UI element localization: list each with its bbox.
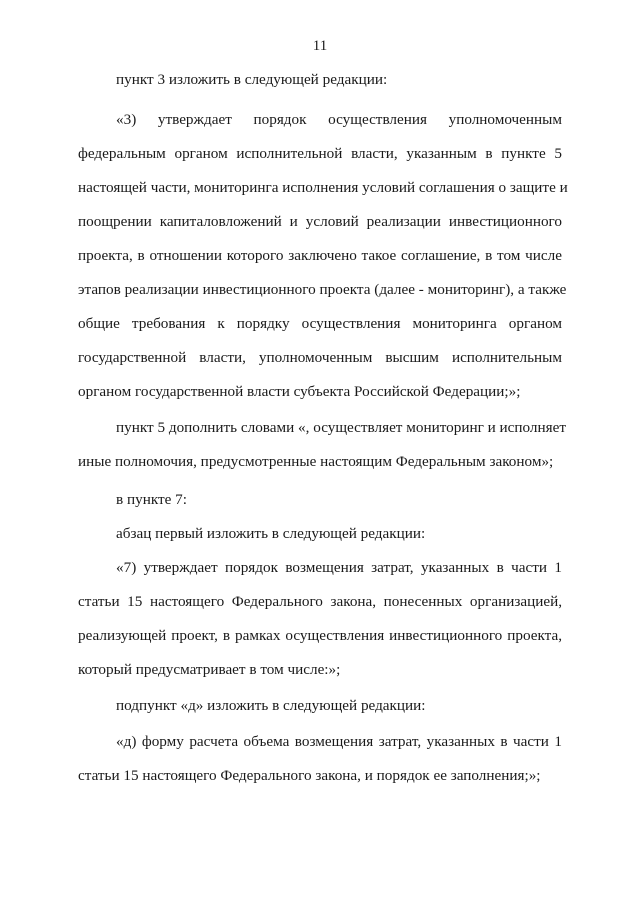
text-line: иные полномочия, предусмотренные настоящим Федеральным законом»; (78, 453, 554, 470)
text-line: статьи 15 настоящего Федерального закона, понесенных организацией, (78, 593, 562, 610)
text-line: реализующей проект, в рамках осуществления инвестиционного проекта, (78, 627, 562, 644)
text-line: настоящей части, мониторинга исполнения условий соглашения о защите и (78, 179, 568, 196)
paragraph-subitem-d-intro (78, 694, 562, 718)
text-line: органом государственной власти субъекта Российской Федерации;»; (78, 383, 521, 400)
page-number: 11 (312, 38, 328, 54)
text-line: абзац первый изложить в следующей редакции: (116, 525, 426, 542)
paragraph-item-3-text (78, 108, 568, 404)
text-line: который предусматривает в том числе:»; (78, 661, 341, 678)
paragraph-item-7-text (78, 556, 562, 682)
text-line: «7) утверждает порядок возмещения затрат, указанных в части 1 (116, 559, 562, 576)
paragraph-item-7-intro (78, 488, 562, 512)
paragraph-subitem-d-text (78, 730, 562, 788)
text-line: пункт 3 изложить в следующей редакции: (116, 71, 388, 88)
text-line: «д) форму расчета объема возмещения затрат, указанных в части 1 (116, 733, 562, 750)
paragraph-item-5 (78, 416, 566, 474)
text-line: подпункт «д» изложить в следующей редакции: (116, 697, 426, 714)
text-line: государственной власти, уполномоченным высшим исполнительным (78, 349, 562, 366)
text-line: федеральным органом исполнительной власти, указанным в пункте 5 (78, 145, 562, 162)
text-line: пункт 5 дополнить словами «, осуществляет мониторинг и исполняет (116, 419, 566, 436)
text-line: общие требования к порядку осуществления мониторинга органом (78, 315, 562, 332)
text-line: поощрении капиталовложений и условий реализации инвестиционного (78, 213, 562, 230)
paragraph-first-abzac (78, 522, 562, 546)
paragraph-item-3-intro (78, 68, 562, 92)
text-line: этапов реализации инвестиционного проекта (далее - мониторинг), а также (78, 281, 567, 298)
text-line: «3) утверждает порядок осуществления уполномоченным (116, 111, 562, 128)
text-line: в пункте 7: (116, 491, 187, 508)
text-line: проекта, в отношении которого заключено такое соглашение, в том числе (78, 247, 562, 264)
text-line: статьи 15 настоящего Федерального закона, и порядок ее заполнения;»; (78, 767, 541, 784)
